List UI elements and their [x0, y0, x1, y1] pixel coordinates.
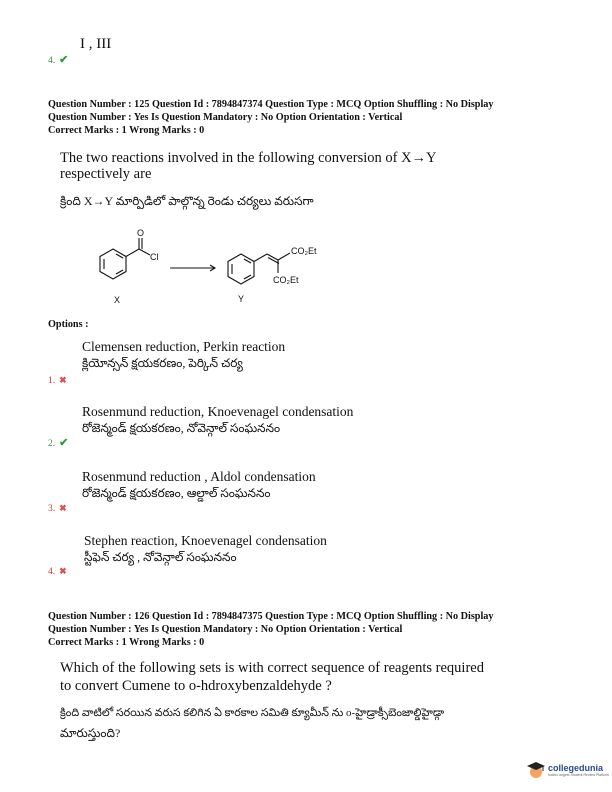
q125-question-en-line2: respectively are	[60, 166, 152, 182]
option-1-te: క్లియోన్సన్ క్షయకరణం, పెర్కిన్ చర్య	[82, 356, 243, 370]
q125-meta-line1: Question Number : 125 Question Id : 7894847374 Question Type : MCQ Option Shuffling : No Display	[48, 99, 494, 110]
group-co2et-top: CO₂Et	[291, 246, 317, 256]
prev-option-text: I , III	[80, 36, 112, 52]
bond-carbonyl	[126, 249, 139, 257]
q125-question-te: క్రింది X→Y మార్పిడిలో పాల్గొన్న రెండు చర్యలు వరుసగా	[60, 194, 314, 208]
q126-question-en-line2: to convert Cumene to o-hdroxybenzaldehyde ?	[60, 678, 332, 694]
q126-meta-line2: Question Number : Yes Is Question Mandatory : No Option Orientation : Vertical	[48, 624, 403, 635]
option-2-number: 2.	[48, 439, 56, 449]
q126-question-te-line2: మారుస్తుంది?	[60, 726, 121, 740]
option-1-number: 1.	[48, 376, 56, 386]
prev-option-marker	[48, 50, 68, 68]
brand-name: collegedunia	[548, 762, 604, 773]
label-x: X	[114, 295, 121, 305]
prev-option-number: 4.	[48, 56, 56, 66]
group-co2et-bottom: CO₂Et	[273, 275, 299, 285]
option-4-en: Stephen reaction, Knoevenagel condensation	[84, 533, 327, 548]
cross-icon: ✖	[59, 503, 67, 513]
q126-marks: Correct Marks : 1 Wrong Marks : 0	[48, 637, 205, 648]
option-4-marker	[48, 561, 67, 579]
option-1-en: Clemensen reduction, Perkin reaction	[82, 339, 286, 354]
option-2-en: Rosenmund reduction, Knoevenagel condensation	[82, 404, 354, 419]
bond-side-chain	[254, 254, 267, 262]
q125-marks: Correct Marks : 1 Wrong Marks : 0	[48, 125, 205, 136]
option-3-te: రోజెన్మండ్ క్షయకరణం, ఆల్డాల్ సంఘననం	[82, 486, 271, 500]
options-label: Options :	[48, 319, 89, 330]
option-4-te: స్టీఫెన్ చర్య , నోవెన్గాల్ సంఘననం	[84, 550, 237, 564]
option-3-en: Rosenmund reduction , Aldol condensation	[82, 469, 316, 484]
graduation-cap-icon	[526, 760, 546, 780]
brand-logo	[526, 760, 609, 780]
cross-icon: ✖	[59, 566, 67, 576]
option-4-number: 4.	[48, 567, 56, 577]
atom-o: O	[137, 228, 145, 238]
option-2-marker	[48, 433, 68, 451]
option-3-number: 3.	[48, 504, 56, 514]
option-2-te: రోజెన్మండ్ క్షయకరణం, నోవెన్గాల్ సంఘననం	[82, 421, 281, 435]
q125-question-en-line1: The two reactions involved in the following conversion of X→Y	[60, 150, 437, 166]
brand-tagline: India's largest Student Review Platform	[548, 772, 609, 777]
q126-question-en-line1: Which of the following sets is with correct sequence of reagents required	[60, 660, 484, 676]
reaction-diagram	[90, 216, 350, 308]
label-y: Y	[238, 294, 245, 304]
atom-cl: Cl	[150, 252, 159, 262]
option-1-marker	[48, 370, 67, 388]
q125-meta-line2: Question Number : Yes Is Question Mandatory : No Option Orientation : Vertical	[48, 112, 403, 123]
option-3-marker	[48, 498, 67, 516]
cross-icon: ✖	[59, 375, 67, 385]
check-icon: ✔	[59, 54, 69, 66]
check-icon: ✔	[59, 437, 69, 449]
q126-question-te-line1: క్రింది వాటిలో సరయిన వరుస కలిగిన ఏ కారకాల సమితి క్యూమీన్ ను o-హైడ్రాక్సీబెంజాల్డిహైడ్గా	[60, 707, 445, 719]
q126-meta-line1: Question Number : 126 Question Id : 7894847375 Question Type : MCQ Option Shuffling : No Display	[48, 611, 494, 622]
